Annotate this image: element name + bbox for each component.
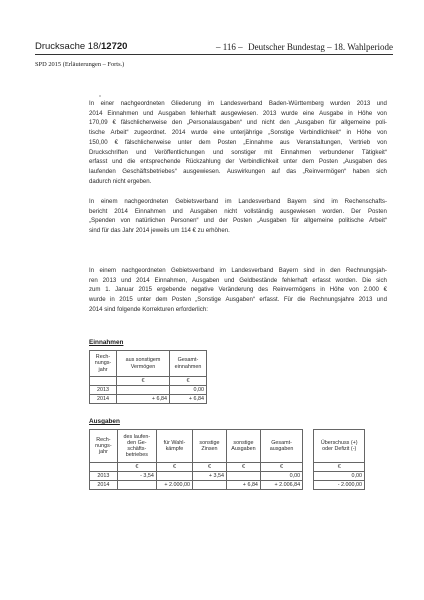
table-cell: € [156, 463, 192, 472]
table-header: Rech- nungs- jahr [90, 351, 117, 377]
table-cell: 0,00 [170, 386, 207, 395]
table-header: aus sonstigem Vermögen [117, 351, 170, 377]
page-number: – 116 – [216, 42, 243, 52]
table-cell: € [260, 463, 302, 472]
table-cell: € [117, 463, 156, 472]
table-cell [226, 472, 260, 481]
table-cell: - 2.000,00 [314, 481, 365, 490]
table-cell: € [192, 463, 226, 472]
table-row [90, 481, 365, 490]
table-row [90, 395, 207, 404]
ausgaben-heading: Ausgaben [89, 418, 120, 425]
table-row [90, 472, 365, 481]
paragraph-3 [89, 266, 387, 315]
table-header: des laufen- den Ge- schäfts- betriebes [117, 430, 156, 463]
table-header: sonstige Ausgaben [226, 430, 260, 463]
table-cell [117, 386, 170, 395]
table-cell: 2014 [90, 395, 117, 404]
table-cell [90, 377, 117, 386]
table-cell: + 3,54 [192, 472, 226, 481]
text-line: laufenden Geschäftsbetriebes“ ausgewiesen. Auswirkungen auf das „Reinvermögen“ haben sich [89, 167, 387, 175]
text-line: 2014 Einnahmen und Ausgaben fehlerhaft ausgewiesen. 2013 wurde eine Ausgabe in Höhe von [89, 109, 387, 117]
table-cell: 0,00 [314, 472, 365, 481]
table-cell: 2013 [90, 472, 118, 481]
text-line: tische Arbeit“ zugeordnet. 2014 wurde eine unterjährige „Sonstige Verbindlichkeit“ in Höhe von [89, 129, 387, 137]
table-cell: + 6,84 [170, 395, 207, 404]
table-header: Überschuss (+) oder Defizit (-) [314, 430, 365, 463]
table-cell: + 2.006,84 [260, 481, 302, 490]
text-line: sind für das Jahr 2014 jeweils um 114 € zu erhöhen. [89, 227, 230, 235]
table-cell: € [314, 463, 365, 472]
text-line: zum 1. Januar 2015 ergebende negative Veränderung des Reinvermögens in Höhe von 2.000 € [89, 286, 387, 294]
header-rule [35, 54, 393, 55]
table-header-row [90, 351, 207, 377]
text-line: Druckschriften und Veröffentlichungen und sonstiger mit Einnahmen verbundener Tätigkeit“ [89, 148, 387, 156]
text-line: dadurch nicht ergeben. [89, 177, 152, 185]
table-cell: + 6,84 [226, 481, 260, 490]
table-cell [192, 481, 226, 490]
text-line: In einem nachgeordneten Gebietsverband im Landesverband Bayern sind im Rechenschafts- [89, 198, 387, 205]
table-header: Gesamt- einnahmen [170, 351, 207, 377]
subheader: SPD 2015 (Erläuterungen – Forts.) [35, 61, 125, 68]
unit-row [90, 377, 207, 386]
table-header: für Wahl- kämpfe [156, 430, 192, 463]
table-cell [117, 481, 156, 490]
table-header: sonstige Zinsen [192, 430, 226, 463]
table-cell: - 3,54 [117, 472, 156, 481]
text-line: erfasst und die entsprechende Rückzahlung der Verbindlichkeit unter dem Posten „Ausgaben des [89, 158, 387, 166]
paragraph-2 [89, 197, 387, 236]
text-line: ren 2013 und 2014 Einnahmen, Ausgaben und Geldbestände fehlerhaft erfasst worden. Die sich [89, 276, 387, 284]
einnahmen-heading: Einnahmen [89, 339, 124, 346]
ausgaben-table [89, 429, 365, 490]
table-cell: 2014 [90, 481, 118, 490]
table-cell: + 2.000,00 [156, 481, 192, 490]
table-cell: € [226, 463, 260, 472]
table-cell [90, 463, 118, 472]
text-line: In einem nachgeordneten Gebietsverband im Landesverband Bayern sind in den Rechnungsjah- [89, 267, 387, 274]
document-number: Drucksache 18/12720 [35, 41, 128, 52]
table-header: Gesamt- ausgaben [260, 430, 302, 463]
table-cell: € [117, 377, 170, 386]
table-cell: 2013 [90, 386, 117, 395]
table-cell: € [170, 377, 207, 386]
text-line: wurde in 2015 unter dem Posten „Sonstige Ausgaben“ erfasst. Für die Rechnungsjahre 2013 und [89, 296, 387, 304]
text-line: In einer nachgeordneten Gliederung im Landesverband Baden-Württemberg wurden 2013 und [89, 100, 387, 107]
table-header: Rech- nungs- jahr [90, 430, 118, 463]
table-cell [156, 472, 192, 481]
periode-label: Deutscher Bundestag – 18. Wahlperiode [248, 42, 393, 52]
table-row [90, 386, 207, 395]
table-cell: + 6,84 [117, 395, 170, 404]
scan-speck [99, 95, 101, 97]
text-line: 2014 sind folgende Korrekturen erforderlich: [89, 305, 208, 313]
text-line: „Spenden von natürlichen Personen“ und der Posten „Ausgaben für allgemeine politische Arbeit“ [89, 217, 387, 225]
text-line: bericht 2014 Einnahmen und Ausgaben nicht vollständig ausgewiesen worden. Der Posten [89, 207, 387, 215]
einnahmen-table [89, 350, 207, 404]
unit-row [90, 463, 365, 472]
text-line: 170,09 € fälschlicherweise den „Personalausgaben“ und nicht den „Ausgaben für allgemeine poli- [89, 119, 387, 127]
page-header [35, 41, 393, 53]
text-line: 150,00 € fälschlicherweise unter dem Posten „Einnahme aus Veranstaltungen, Vertrieb von [89, 138, 387, 146]
table-cell: 0,00 [260, 472, 302, 481]
table-header-row [90, 430, 365, 463]
paragraph-1 [89, 99, 387, 186]
